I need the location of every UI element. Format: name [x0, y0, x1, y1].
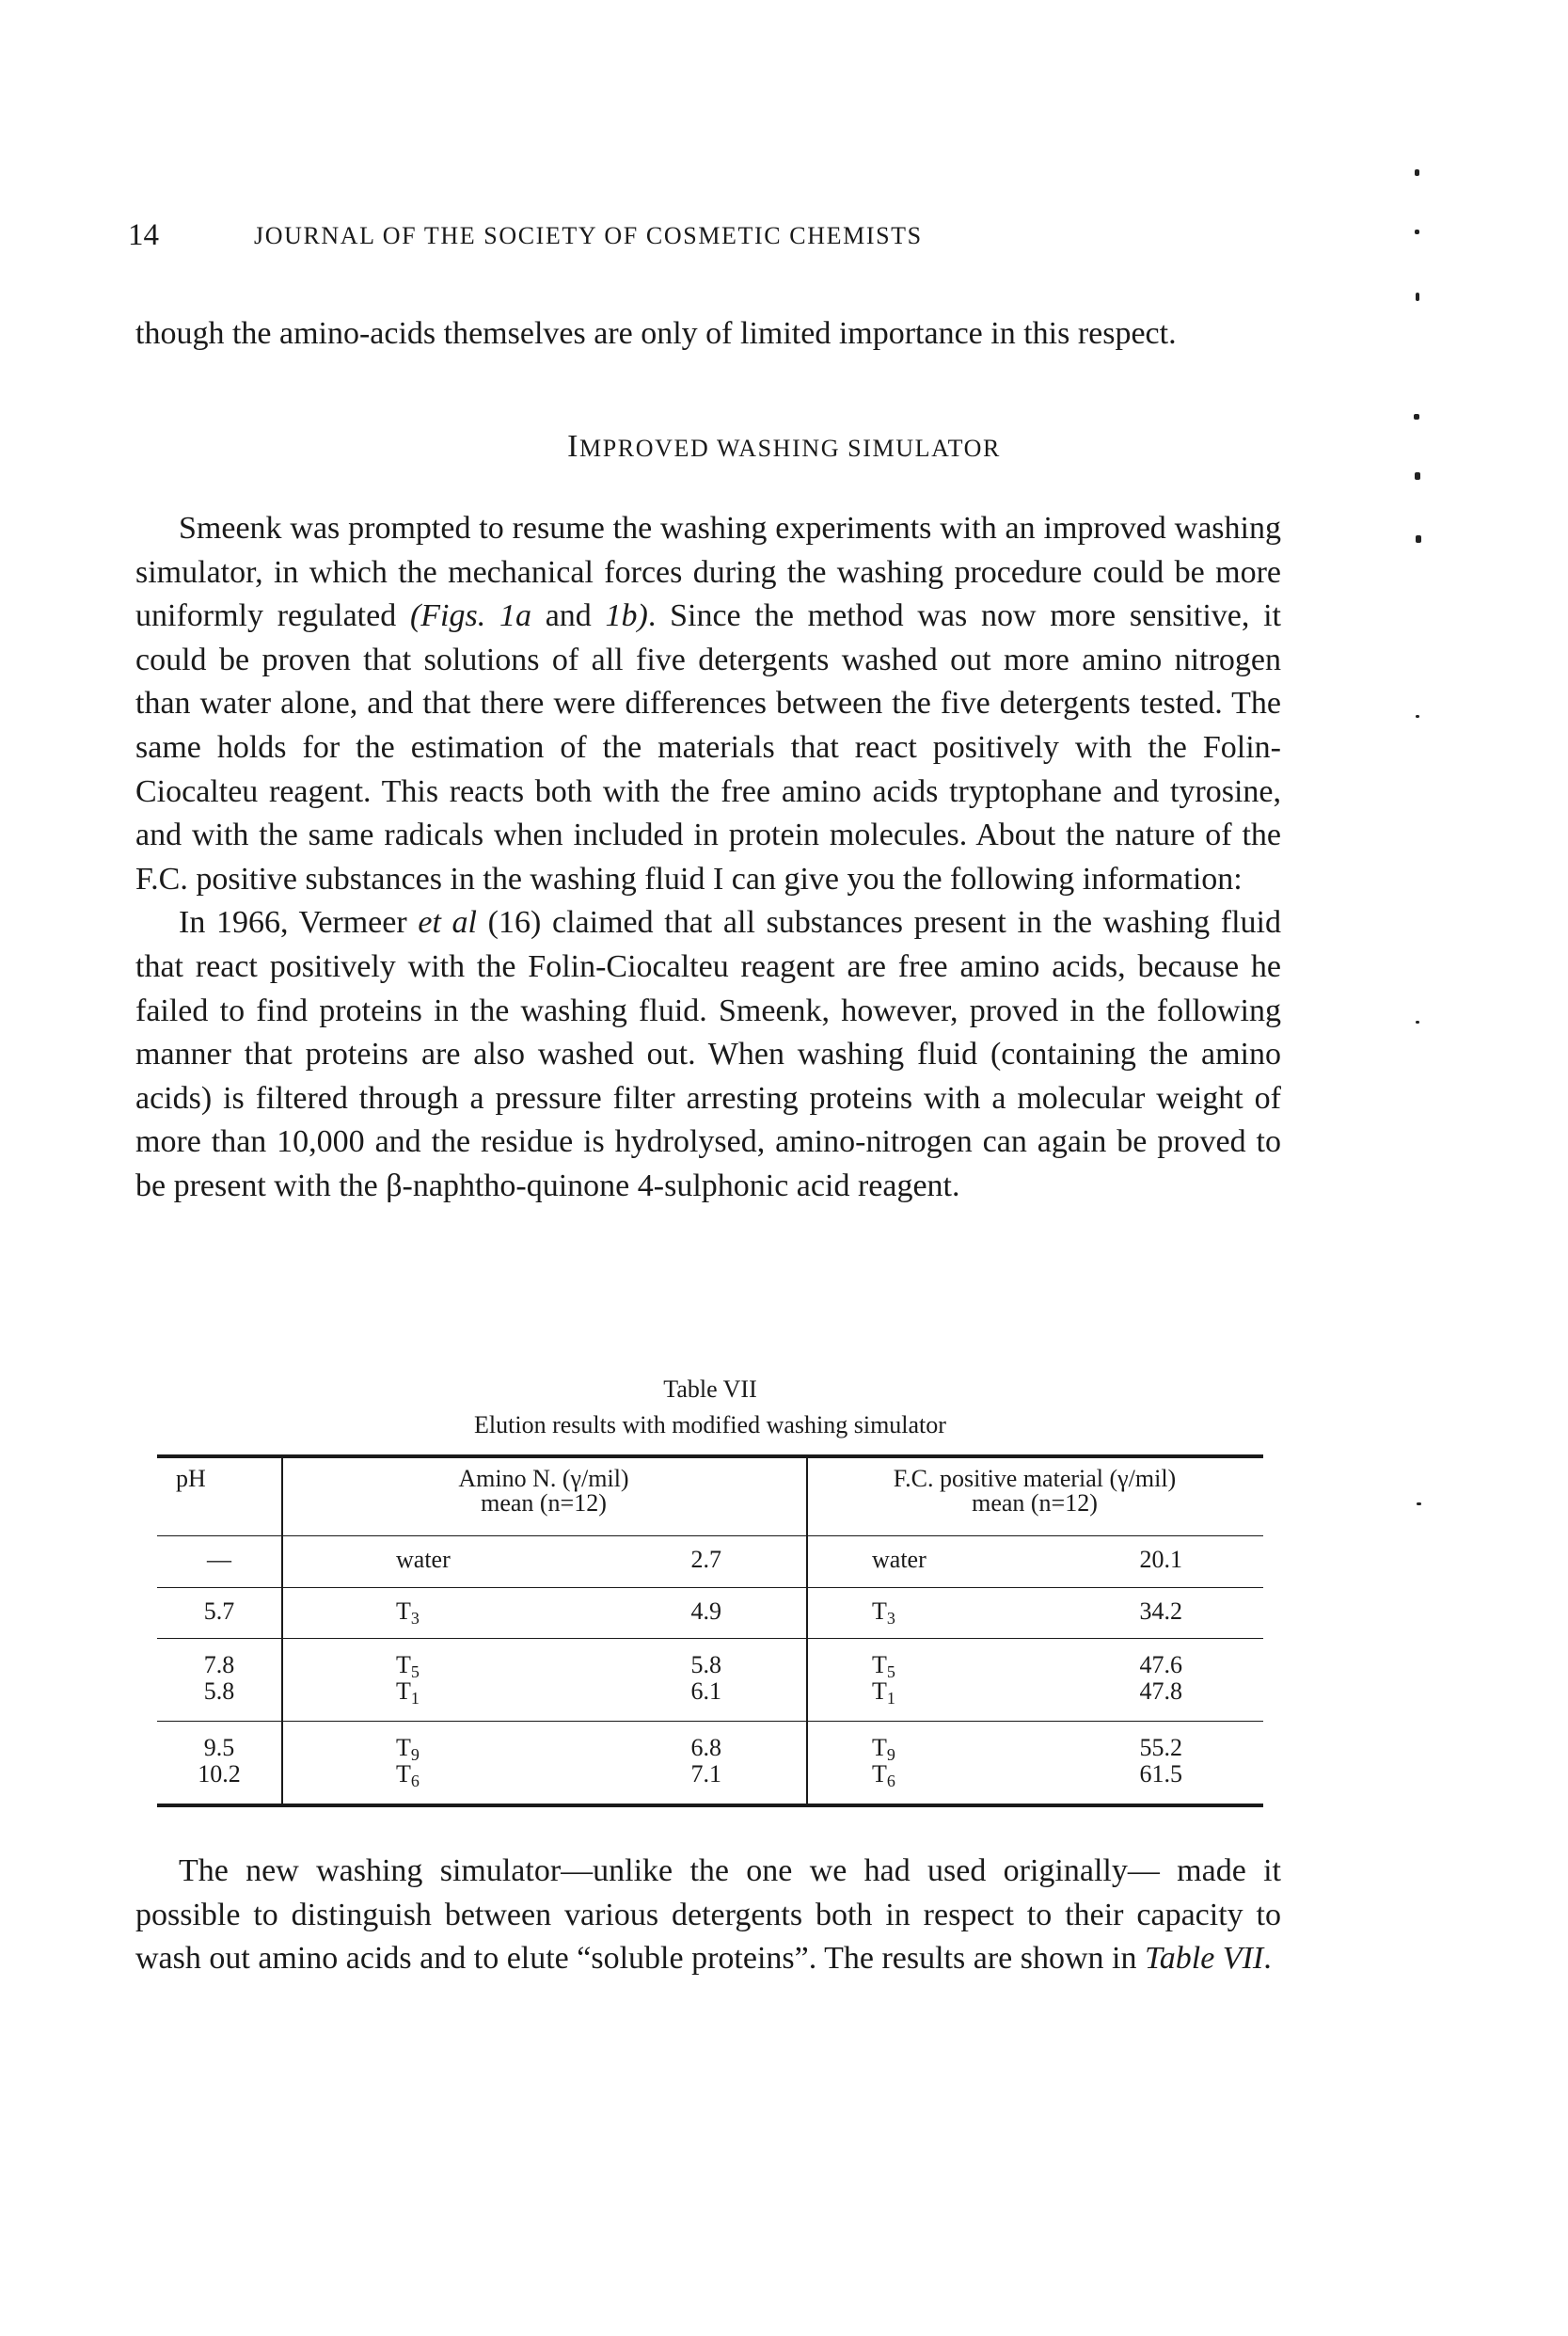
row-ph: 5.7 [203, 1597, 235, 1625]
paragraph-2-text-b: (16) claimed that all substances present in the washing fluid that react positively with the Folin-Ciocalteu reagent are free amino acids, because he failed to find proteins in the washing fluid. Smeenk, however, proved in the following manner that proteins are also washed out. When washing fluid (containing the amino acids) is filtered through a pressure filter arresting proteins with a molecular weight of more than 10,000 and the residue is hydrolysed, amino-nitrogen can again be proved to be present with the β-naphtho-quinone 4-sulphonic acid reagent. [135, 905, 1282, 1203]
row-fc-sub: 6 [886, 1772, 895, 1790]
paragraph-1-and: and [531, 598, 606, 634]
row-amino-sub: 6 [410, 1772, 420, 1790]
row-amino-sub: 1 [410, 1689, 420, 1708]
paragraph-1-text-b: . Since the method was now more sensitive, it could be proven that solutions of all five detergents washed out more amino nitrogen than water alone, and that there were differences between the five detergents tested. The same holds for the estimation of the materials that react positively with the Folin-Ciocalteu reagent. This reacts both with the free amino acids tryptophane and tyrosine, and with the same radicals when included in protein molecules. About the nature of the F.C. positive substances in the washing fluid I can give you the following information: [135, 598, 1281, 897]
table-rule-water [157, 1587, 1263, 1588]
paragraph-2-text-a: In 1966, Vermeer [179, 905, 419, 941]
table-title: Table VII [663, 1375, 757, 1403]
row-fc-label [872, 1597, 895, 1628]
water-ph: — [207, 1546, 231, 1573]
section-heading [0, 429, 1568, 465]
intro-paragraph [135, 312, 1281, 357]
row-fc-t: T [872, 1677, 887, 1705]
scan-mark [1415, 169, 1419, 176]
row-fc-label [872, 1761, 895, 1788]
row-amino-value: 4.9 [690, 1597, 721, 1625]
water-amino-label: water [396, 1546, 451, 1573]
scan-mark [1416, 535, 1421, 543]
scan-mark [1415, 230, 1419, 234]
row-ph: 10.2 [198, 1760, 241, 1788]
closing-text-b: . [1263, 1941, 1272, 1977]
row-amino-t: T [396, 1651, 411, 1678]
row-fc-label [872, 1651, 895, 1681]
row-amino-value: 6.8 [690, 1734, 721, 1761]
row-ph: 7.8 [203, 1651, 235, 1678]
row-amino-label [396, 1597, 420, 1628]
row-fc-value: 61.5 [1139, 1760, 1182, 1788]
row-fc-value: 47.6 [1139, 1651, 1182, 1678]
row-fc-t: T [872, 1597, 887, 1625]
water-amino-value: 2.7 [690, 1546, 721, 1573]
row-amino-value: 7.1 [690, 1760, 721, 1788]
scan-mark [1417, 1502, 1421, 1505]
paragraph-1-text-a: Smeenk was prompted to resume the washing experiments with an improved washing simulator, in which the mechanical forces during the washing procedure could be more uniformly regulated [135, 511, 1281, 634]
row-fc-sub: 9 [886, 1745, 895, 1764]
row-fc-sub: 1 [886, 1689, 895, 1708]
row-amino-sub: 9 [410, 1745, 420, 1764]
journal-title: JOURNAL OF THE SOCIETY OF COSMETIC CHEMISTS [254, 222, 923, 249]
row-amino-label [396, 1651, 420, 1681]
table-rule-row2 [157, 1721, 1263, 1722]
water-fc-label: water [872, 1546, 927, 1573]
row-fc-sub: 3 [886, 1609, 895, 1628]
header-fc-2: mean (n=12) [972, 1489, 1098, 1517]
paragraph-1 [135, 507, 1281, 901]
running-header [128, 218, 1294, 256]
header-amino-1: Amino N. (γ/mil) [458, 1465, 629, 1492]
et-al: et al [418, 905, 478, 941]
scan-mark [1416, 293, 1419, 301]
scan-mark [1415, 472, 1420, 480]
row-fc-t: T [872, 1760, 887, 1788]
main-text [135, 507, 1281, 1209]
scan-mark [1416, 1021, 1419, 1024]
row-ph: 5.8 [203, 1677, 235, 1705]
row-amino-label [396, 1761, 420, 1788]
section-heading-initial: I [567, 429, 580, 464]
intro-text: though the amino-acids themselves are only of limited importance in this respect. [135, 316, 1177, 351]
data-table [157, 1454, 1263, 1808]
section-heading-rest: MPROVED WASHING SIMULATOR [579, 435, 1001, 462]
scan-mark [1414, 414, 1419, 420]
row-fc-value: 55.2 [1139, 1734, 1182, 1761]
row-amino-value: 5.8 [690, 1651, 721, 1678]
table-subtitle: Elution results with modified washing simulator [474, 1411, 946, 1438]
row-amino-sub: 3 [410, 1609, 420, 1628]
row-amino-value: 6.1 [690, 1677, 721, 1705]
figure-reference-2: 1b) [605, 598, 648, 634]
header-amino-2: mean (n=12) [481, 1489, 607, 1517]
row-amino-t: T [396, 1597, 411, 1625]
figure-reference: (Figs. 1a [409, 598, 531, 634]
water-fc-value: 20.1 [1139, 1546, 1182, 1573]
table-bottom-rule [157, 1804, 1263, 1807]
row-fc-label [872, 1677, 895, 1708]
closing-paragraph [135, 1850, 1281, 1981]
row-amino-t: T [396, 1677, 411, 1705]
page-number: 14 [128, 218, 159, 252]
row-amino-label [396, 1677, 420, 1708]
closing-text [135, 1850, 1281, 1981]
header-fc-1: F.C. positive material (γ/mil) [893, 1465, 1177, 1492]
table-top-rule [157, 1454, 1263, 1458]
row-fc-value: 34.2 [1139, 1597, 1182, 1625]
row-amino-label [396, 1734, 420, 1764]
row-amino-t: T [396, 1760, 411, 1788]
row-amino-sub: 5 [410, 1662, 420, 1681]
header-ph: pH [176, 1465, 206, 1492]
row-fc-t: T [872, 1651, 887, 1678]
row-fc-label [872, 1734, 895, 1764]
row-ph: 9.5 [203, 1734, 235, 1761]
row-fc-sub: 5 [886, 1662, 895, 1681]
paragraph-2 [135, 901, 1281, 1208]
row-fc-value: 47.8 [1139, 1677, 1182, 1705]
row-fc-t: T [872, 1734, 887, 1761]
table-reference: Table VII [1144, 1941, 1264, 1977]
table-rule-header [157, 1535, 1263, 1536]
closing-text-a: The new washing simulator—unlike the one we had used originally— made it possible to distinguish between various detergents both in respect to their capacity to wash out amino acids and to elute “soluble proteins”. The results are shown in [135, 1853, 1281, 1977]
scan-mark [1416, 715, 1419, 718]
table-rule-row1 [157, 1638, 1263, 1639]
row-amino-t: T [396, 1734, 411, 1761]
